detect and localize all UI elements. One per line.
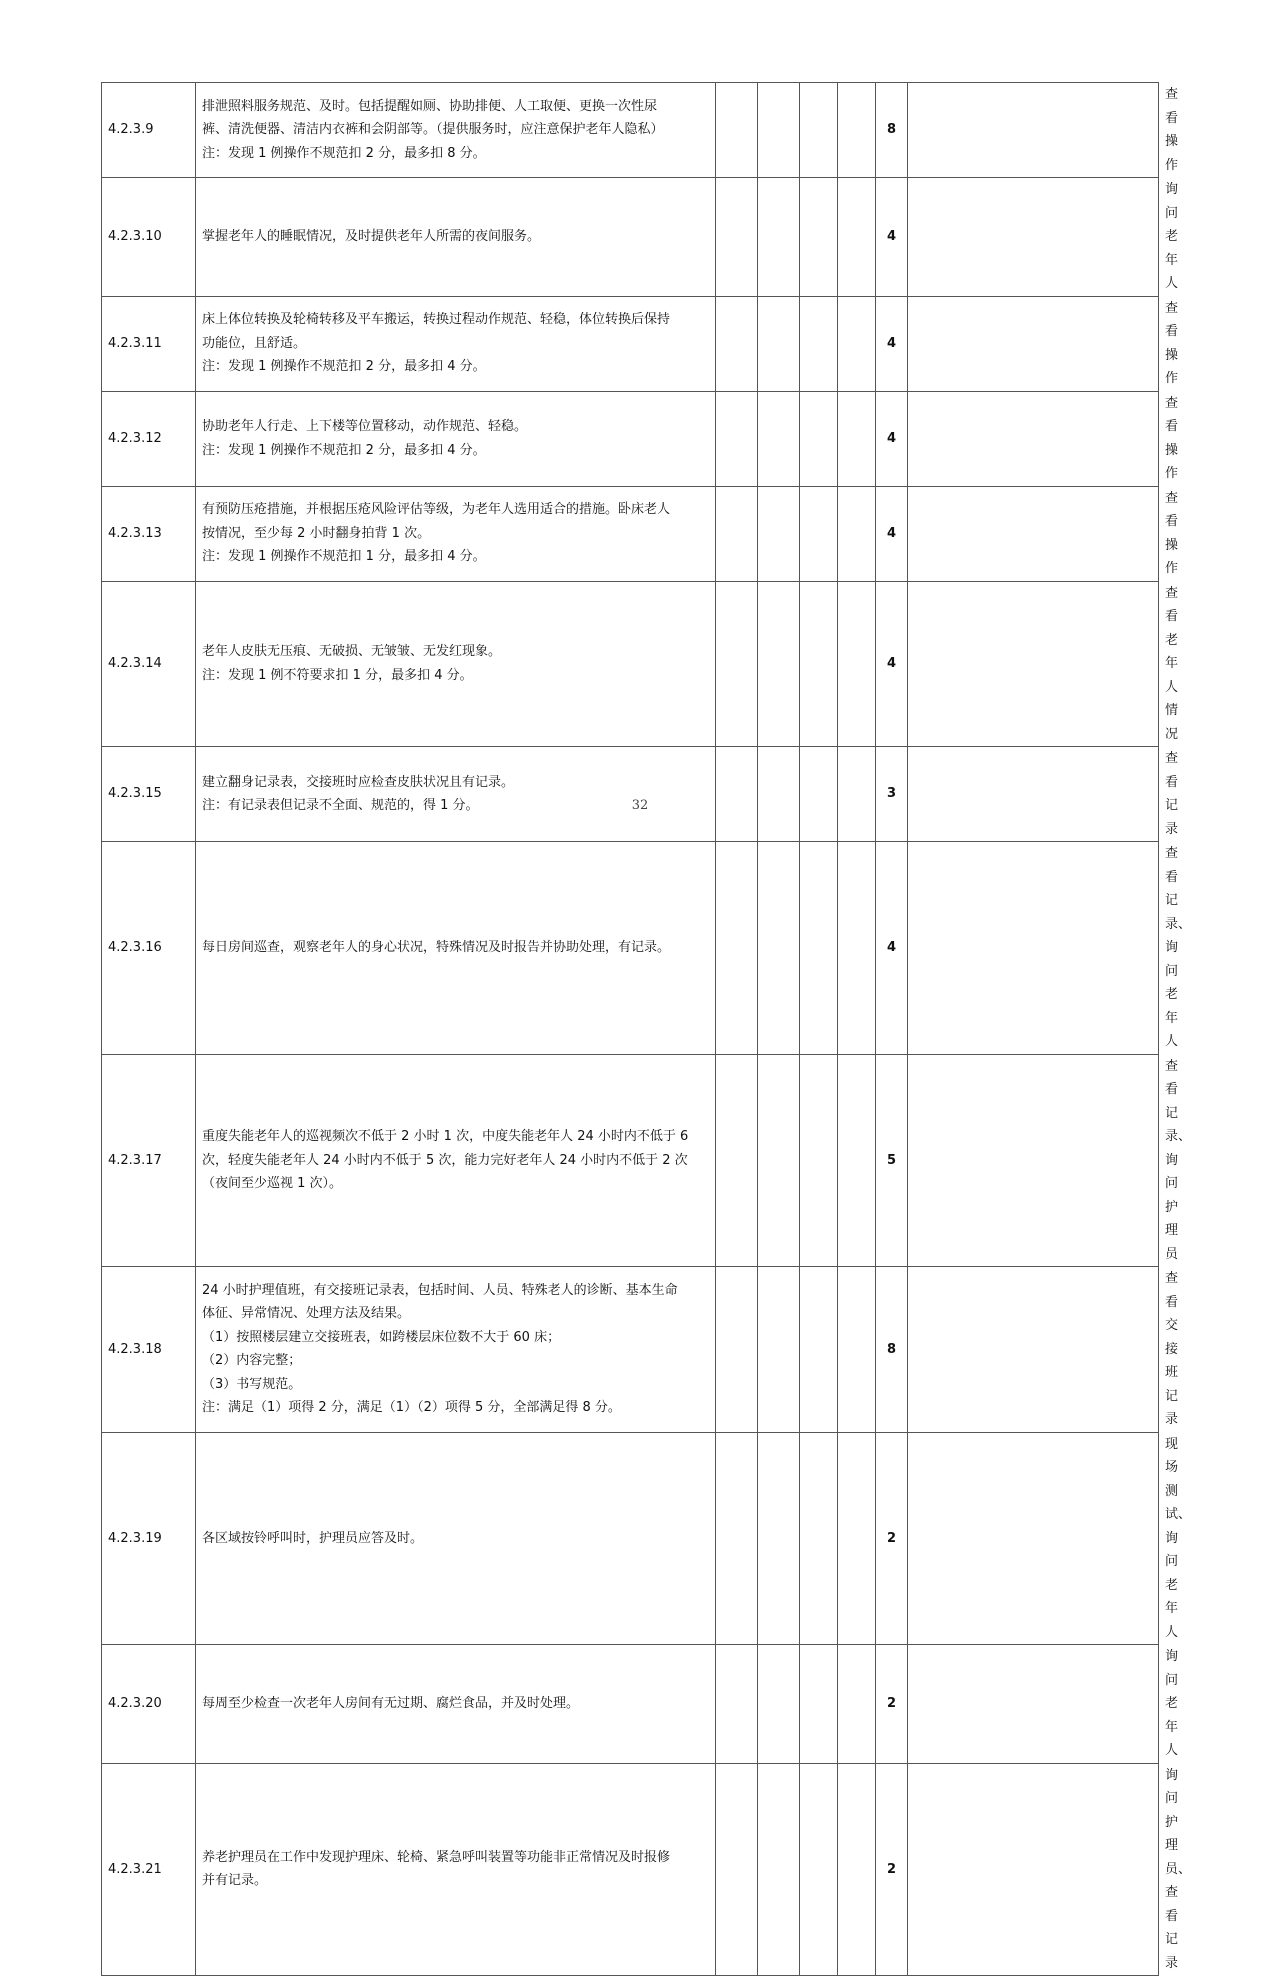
table-row: 4.2.3.17 重度失能老年人的巡视频次不低于 2 小时 1 次，中度失能老年人 24 小时内不低于 6 次，轻度失能老年人 24 小时内不低于 5 次，能力完好老年人 24 小时内不低于 2 次 （夜间至少巡视 1 次）。 5 查看记录、询问护理员 [102,1054,1159,1267]
empty-cell [838,1432,876,1645]
content-line: 体征、异常情况、处理方法及结果。 [202,1306,411,1322]
content-line: 床上体位转换及轮椅转移及平车搬运，转换过程动作规范、轻稳，体位转换后保持 [202,312,671,328]
item-score: 4 [876,842,908,1055]
item-content [196,178,716,297]
item-code: 4.2.3.20 [102,1645,196,1764]
empty-cell [758,581,800,747]
content-line: 并有记录。 [202,1873,268,1889]
page-number: 32 [631,798,649,813]
item-content [196,1645,716,1764]
item-score: 4 [876,178,908,297]
item-score: 2 [876,1432,908,1645]
item-score: 2 [876,1763,908,1976]
table-row: 4.2.3.21 养老护理员在工作中发现护理床、轮椅、紧急呼叫装置等功能非正常情况及时报修 并有记录。 2 询问护理员、查看记录 [102,1763,1159,1976]
content-line: 掌握老年人的睡眠情况，及时提供老年人所需的夜间服务。 [202,229,541,244]
item-code: 4.2.3.18 [102,1267,196,1433]
table-row: 4.2.3.16 每日房间巡查，观察老年人的身心状况，特殊情况及时报告并协助处理，有记录。 4 查看记录、询问老年人 [102,842,1159,1055]
table-row: 4.2.3.10 掌握老年人的睡眠情况，及时提供老年人所需的夜间服务。 4 询问老年人 [102,178,1159,297]
item-score: 4 [876,486,908,581]
item-content [196,842,716,1055]
item-content [196,391,716,486]
empty-cell [838,1267,876,1433]
content-line: 协助老年人行走、上下楼等位置移动，动作规范、轻稳。 [202,419,528,434]
table-row: 4.2.3.12 协助老年人行走、上下楼等位置移动，动作规范、轻稳。 注：发现 1 例操作不规范扣 2 分，最多扣 4 分。 4 查看操作 [102,391,1159,486]
empty-cell [800,1763,838,1976]
item-code: 4.2.3.12 [102,391,196,486]
empty-cell [800,1267,838,1433]
content-line: （1）按照楼层建立交接班表，如跨楼层床位数不大于 60 床； [202,1329,561,1345]
empty-cell [758,1645,800,1764]
item-code: 4.2.3.9 [102,83,196,178]
table-row: 4.2.3.14 老年人皮肤无压痕、无破损、无皱皱、无发红现象。 注：发现 1 例不符要求扣 1 分，最多扣 4 分。 4 查看老年人情况 [102,581,1159,747]
content-line: 注：发现 1 例操作不规范扣 1 分，最多扣 4 分。 [202,549,486,565]
empty-cell [838,391,876,486]
empty-cell [908,296,1159,391]
item-code: 4.2.3.15 [102,747,196,842]
empty-cell [758,83,800,178]
empty-cell [838,178,876,297]
empty-cell [838,747,876,842]
empty-cell [758,1054,800,1267]
item-content [196,1267,716,1433]
empty-cell [908,1432,1159,1645]
content-line: 次，轻度失能老年人 24 小时内不低于 5 次，能力完好老年人 24 小时内不低于 2 次 [202,1152,688,1168]
empty-cell [908,1267,1159,1433]
content-line: 注：发现 1 例不符要求扣 1 分，最多扣 4 分。 [202,667,473,683]
empty-cell [716,178,758,297]
empty-cell [716,296,758,391]
empty-cell [908,842,1159,1055]
item-score: 2 [876,1645,908,1764]
content-line: 每周至少检查一次老年人房间有无过期、腐烂食品，并及时处理。 [202,1696,580,1711]
content-line: （3）书写规范。 [202,1376,302,1392]
empty-cell [800,1645,838,1764]
empty-cell [800,747,838,842]
table-row: 4.2.3.9 排泄照料服务规范、及时。包括提醒如厕、协助排便、人工取便、更换一次性尿 裤、清洗便器、清洁内衣裤和会阴部等。（提供服务时，应注意保护老年人隐私） 注：发现 1 例操作不规范扣 2 分，最多扣 8 分。 8 查看操作 [102,83,1159,178]
item-score: 8 [876,1267,908,1433]
empty-cell [908,178,1159,297]
item-code: 4.2.3.16 [102,842,196,1055]
empty-cell [908,391,1159,486]
empty-cell [716,391,758,486]
content-line: 注：发现 1 例操作不规范扣 2 分，最多扣 4 分。 [202,442,486,458]
content-line: 裤、清洗便器、清洁内衣裤和会阴部等。（提供服务时，应注意保护老年人隐私） [202,122,664,138]
item-score: 4 [876,296,908,391]
table-row: 4.2.3.15 建立翻身记录表，交接班时应检查皮肤状况且有记录。 注：有记录表但记录不全面、规范的，得 1 分。 3 查看记录 [102,747,1159,842]
empty-cell [758,842,800,1055]
content-line: 注：满足（1）项得 2 分，满足（1）（2）项得 5 分，全部满足得 8 分。 [202,1400,621,1416]
content-line: 注：发现 1 例操作不规范扣 2 分，最多扣 8 分。 [202,145,486,161]
empty-cell [800,486,838,581]
empty-cell [838,1645,876,1764]
item-code: 4.2.3.21 [102,1763,196,1976]
empty-cell [838,83,876,178]
content-line: 按情况，至少每 2 小时翻身拍背 1 次。 [202,525,431,541]
empty-cell [908,747,1159,842]
item-score: 4 [876,391,908,486]
empty-cell [908,1763,1159,1976]
empty-cell [758,747,800,842]
empty-cell [800,296,838,391]
empty-cell [838,842,876,1055]
table-row: 4.2.3.13 有预防压疮措施，并根据压疮风险评估等级，为老年人选用适合的措施。卧床老人 按情况，至少每 2 小时翻身拍背 1 次。 注：发现 1 例操作不规范扣 1 分，最多扣 4 分。 4 查看操作 [102,486,1159,581]
table-body [102,83,1192,1976]
empty-cell [908,1645,1159,1764]
empty-cell [800,83,838,178]
empty-cell [800,842,838,1055]
content-line: 功能位，且舒适。 [202,335,307,351]
item-score: 5 [876,1054,908,1267]
item-code: 4.2.3.14 [102,581,196,747]
empty-cell [908,83,1159,178]
empty-cell [716,83,758,178]
content-line: 注：有记录表但记录不全面、规范的，得 1 分。 [202,798,479,813]
empty-cell [716,486,758,581]
empty-cell [800,178,838,297]
empty-cell [716,1645,758,1764]
item-content [196,83,716,178]
empty-cell [800,581,838,747]
content-line: 重度失能老年人的巡视频次不低于 2 小时 1 次，中度失能老年人 24 小时内不低于 6 [202,1129,689,1144]
empty-cell [800,391,838,486]
empty-cell [838,486,876,581]
empty-cell [716,842,758,1055]
item-code: 4.2.3.11 [102,296,196,391]
table-row: 4.2.3.20 每周至少检查一次老年人房间有无过期、腐烂食品，并及时处理。 2 询问老年人 [102,1645,1159,1764]
item-score: 8 [876,83,908,178]
empty-cell [758,391,800,486]
empty-cell [716,581,758,747]
content-line: 老年人皮肤无压痕、无破损、无皱皱、无发红现象。 [202,644,502,660]
content-line: 每日房间巡查，观察老年人的身心状况，特殊情况及时报告并协助处理，有记录。 [202,940,671,955]
standards-table [101,82,1192,1976]
empty-cell [758,296,800,391]
table-row: 4.2.3.18 24 小时护理值班，有交接班记录表，包括时间、人员、特殊老人的诊断、基本生命 体征、异常情况、处理方法及结果。 （1）按照楼层建立交接班表，如跨楼层床位数不大于 60 床； （2）内容完整； （3）书写规范。 注：满足（1）项得 2 分，满足（1）（2）项得 5 分，全部满足得 8 分。 8 查看交接班记录 [102,1267,1159,1433]
empty-cell [838,1763,876,1976]
empty-cell [838,296,876,391]
empty-cell [908,1054,1159,1267]
item-content [196,747,716,842]
content-line: 排泄照料服务规范、及时。包括提醒如厕、协助排便、人工取便、更换一次性尿 [202,98,658,114]
empty-cell [716,1267,758,1433]
empty-cell [758,1432,800,1645]
content-line: （夜间至少巡视 1 次）。 [202,1176,343,1191]
item-content [196,296,716,391]
item-code: 4.2.3.19 [102,1432,196,1645]
empty-cell [800,1432,838,1645]
empty-cell [716,1054,758,1267]
empty-cell [758,1267,800,1433]
empty-cell [716,747,758,842]
item-code: 4.2.3.10 [102,178,196,297]
content-line: 注：发现 1 例操作不规范扣 2 分，最多扣 4 分。 [202,359,486,375]
empty-cell [758,1763,800,1976]
empty-cell [838,581,876,747]
item-score: 3 [876,747,908,842]
empty-cell [800,1054,838,1267]
content-line: 各区域按铃呼叫时，护理员应答及时。 [202,1530,424,1546]
content-line: 建立翻身记录表，交接班时应检查皮肤状况且有记录。 [202,774,515,790]
item-content [196,581,716,747]
content-line: （2）内容完整； [202,1353,302,1369]
empty-cell [758,178,800,297]
empty-cell [838,1054,876,1267]
item-content [196,1763,716,1976]
content-line: 24 小时护理值班，有交接班记录表，包括时间、人员、特殊老人的诊断、基本生命 [202,1282,678,1298]
empty-cell [716,1763,758,1976]
item-code: 4.2.3.13 [102,486,196,581]
item-score: 4 [876,581,908,747]
content-line: 养老护理员在工作中发现护理床、轮椅、紧急呼叫装置等功能非正常情况及时报修 [202,1849,671,1865]
empty-cell [716,1432,758,1645]
item-content [196,1054,716,1267]
empty-cell [908,486,1159,581]
empty-cell [758,486,800,581]
item-code: 4.2.3.17 [102,1054,196,1267]
item-content [196,486,716,581]
item-content [196,1432,716,1645]
content-line: 有预防压疮措施，并根据压疮风险评估等级，为老年人选用适合的措施。卧床老人 [202,502,671,518]
table-row: 4.2.3.19 各区域按铃呼叫时，护理员应答及时。 2 现场测试、询问老年人 [102,1432,1159,1645]
empty-cell [908,581,1159,747]
table-row: 4.2.3.11 床上体位转换及轮椅转移及平车搬运，转换过程动作规范、轻稳，体位转换后保持 功能位，且舒适。 注：发现 1 例操作不规范扣 2 分，最多扣 4 分。 4 查看操作 [102,296,1159,391]
